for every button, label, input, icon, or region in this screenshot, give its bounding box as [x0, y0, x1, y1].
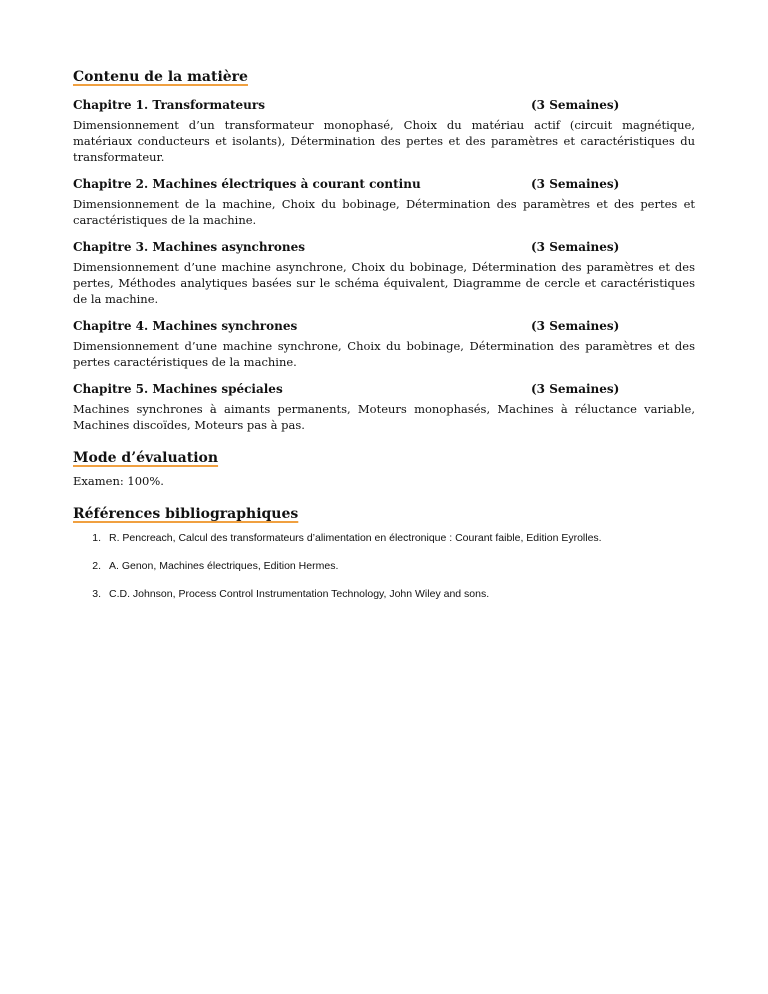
- chapter-1: [73, 98, 695, 165]
- chapter-duration: (3 Semaines): [531, 177, 620, 191]
- chapter-3: [73, 240, 695, 307]
- chapter-heading: [73, 98, 695, 113]
- chapter-description: Machines synchrones à aimants permanents, Moteurs monophasés, Machines à réluctance variable, Machines discoïdes, Moteurs pas à pas.: [73, 402, 695, 432]
- evaluation-text: Examen: 100%.: [73, 474, 164, 488]
- chapter-4: [73, 319, 695, 370]
- chapter-title: Chapitre 3. Machines asynchrones: [73, 240, 306, 254]
- chapter-title: Chapitre 1. Transformateurs: [73, 98, 265, 112]
- chapter-duration: (3 Semaines): [531, 240, 620, 254]
- references-list: [73, 531, 695, 601]
- reference-item: [73, 559, 695, 573]
- chapter-heading: [73, 382, 695, 397]
- reference-item: [73, 531, 695, 545]
- reference-text: A. Genon, Machines électriques, Edition Hermes.: [109, 560, 339, 572]
- chapter-title: Chapitre 5. Machines spéciales: [73, 382, 283, 396]
- chapter-description: Dimensionnement d’une machine asynchrone, Choix du bobinage, Détermination des paramètres et des pertes, Méthodes analytiques basées sur le schéma équivalent, Diagramme de cercle et caractéristiques de la machine.: [73, 260, 695, 306]
- reference-text: C.D. Johnson, Process Control Instrumentation Technology, John Wiley and sons.: [109, 588, 490, 600]
- reference-number: 2.: [92, 560, 101, 572]
- chapter-2: [73, 177, 695, 228]
- chapter-heading: [73, 319, 695, 334]
- reference-item: [73, 587, 695, 601]
- chapter-description: Dimensionnement d’une machine synchrone, Choix du bobinage, Détermination des paramètres et des pertes caractéristiques de la machine.: [73, 339, 695, 369]
- chapter-heading: [73, 177, 695, 192]
- chapter-description: Dimensionnement d’un transformateur monophasé, Choix du matériau actif (circuit magnétique, matériaux conducteurs et isolants), Détermination des pertes et des paramètres et caractéristiques du transformateur.: [73, 118, 695, 164]
- chapter-title: Chapitre 4. Machines synchrones: [73, 319, 298, 333]
- references-section: [73, 503, 695, 601]
- chapter-duration: (3 Semaines): [531, 319, 620, 333]
- content-section-title: Contenu de la matière: [73, 69, 248, 85]
- reference-number: 1.: [92, 532, 101, 544]
- chapter-heading: [73, 240, 695, 255]
- chapter-title: Chapitre 2. Machines électriques à courant continu: [73, 177, 421, 191]
- evaluation-section-title: Mode d’évaluation: [73, 450, 219, 466]
- references-section-title: Références bibliographiques: [73, 506, 299, 522]
- reference-text: R. Pencreach, Calcul des transformateurs d’alimentation en électronique : Courant faible, Edition Eyrolles.: [109, 532, 602, 544]
- chapter-5: [73, 382, 695, 433]
- evaluation-section: [73, 447, 695, 489]
- chapter-duration: (3 Semaines): [531, 382, 620, 396]
- chapter-description: Dimensionnement de la machine, Choix du bobinage, Détermination des paramètres et des pertes et caractéristiques de la machine.: [73, 197, 695, 227]
- reference-number: 3.: [92, 588, 101, 600]
- chapter-duration: (3 Semaines): [531, 98, 620, 112]
